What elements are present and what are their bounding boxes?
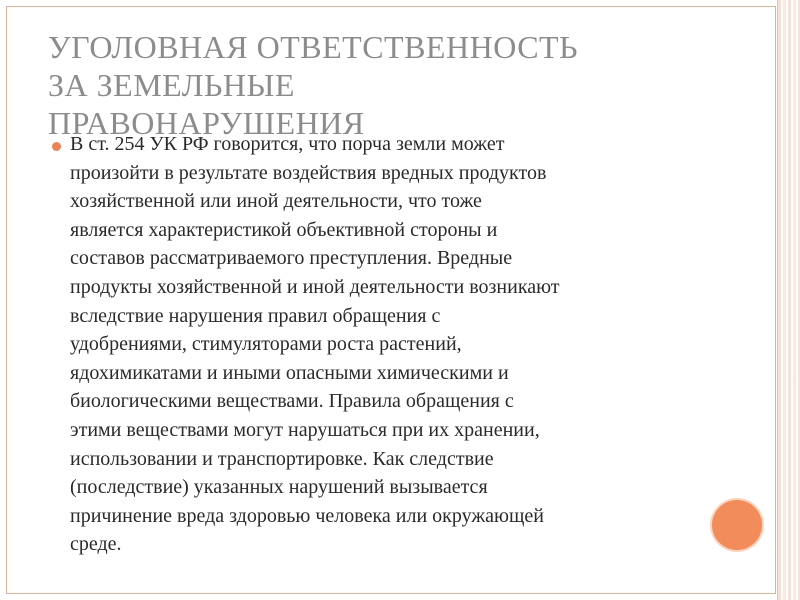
- body-line: среде.: [70, 533, 122, 556]
- bullet-icon: [52, 142, 61, 151]
- right-decorative-band: [778, 0, 800, 600]
- slide-title-line: ЗА ЗЕМЕЛЬНЫЕ: [48, 67, 295, 103]
- body-line: этими веществами могут нарушаться при их хранении,: [70, 418, 540, 441]
- body-line: (последствие) указанных нарушений вызывается: [70, 476, 488, 499]
- body-line: является характеристикой объективной стороны и: [70, 218, 498, 241]
- body-line: причинение вреда здоровью человека или окружающей: [70, 504, 544, 527]
- body-line: ядохимикатами и иными опасными химическими и: [70, 361, 509, 384]
- body-line: составов рассматриваемого преступления. Вредные: [70, 247, 513, 270]
- body-line: вследствие нарушения правил обращения с: [70, 304, 441, 327]
- body-line: продукты хозяйственной и иной деятельности возникают: [70, 275, 560, 298]
- body-line: использовании и транспортировке. Как следствие: [70, 447, 494, 470]
- body-line: произойти в результате воздействия вредных продуктов: [70, 161, 547, 184]
- slide-title-line: ПРАВОНАРУШЕНИЯ: [48, 105, 365, 141]
- body-line: В ст. 254 УК РФ говорится, что порча земли может: [70, 133, 505, 155]
- slide-body-text: [70, 130, 750, 559]
- slide-title: [48, 28, 688, 142]
- slide-title-line: УГОЛОВНАЯ ОТВЕТСТВЕННОСТЬ: [48, 29, 578, 65]
- body-line: хозяйственной или иной деятельности, что тоже: [70, 190, 482, 213]
- accent-circle-icon: [712, 500, 762, 550]
- body-line: удобрениями, стимуляторами роста растений,: [70, 333, 462, 356]
- body-line: биологическими веществами. Правила обращения с: [70, 390, 514, 413]
